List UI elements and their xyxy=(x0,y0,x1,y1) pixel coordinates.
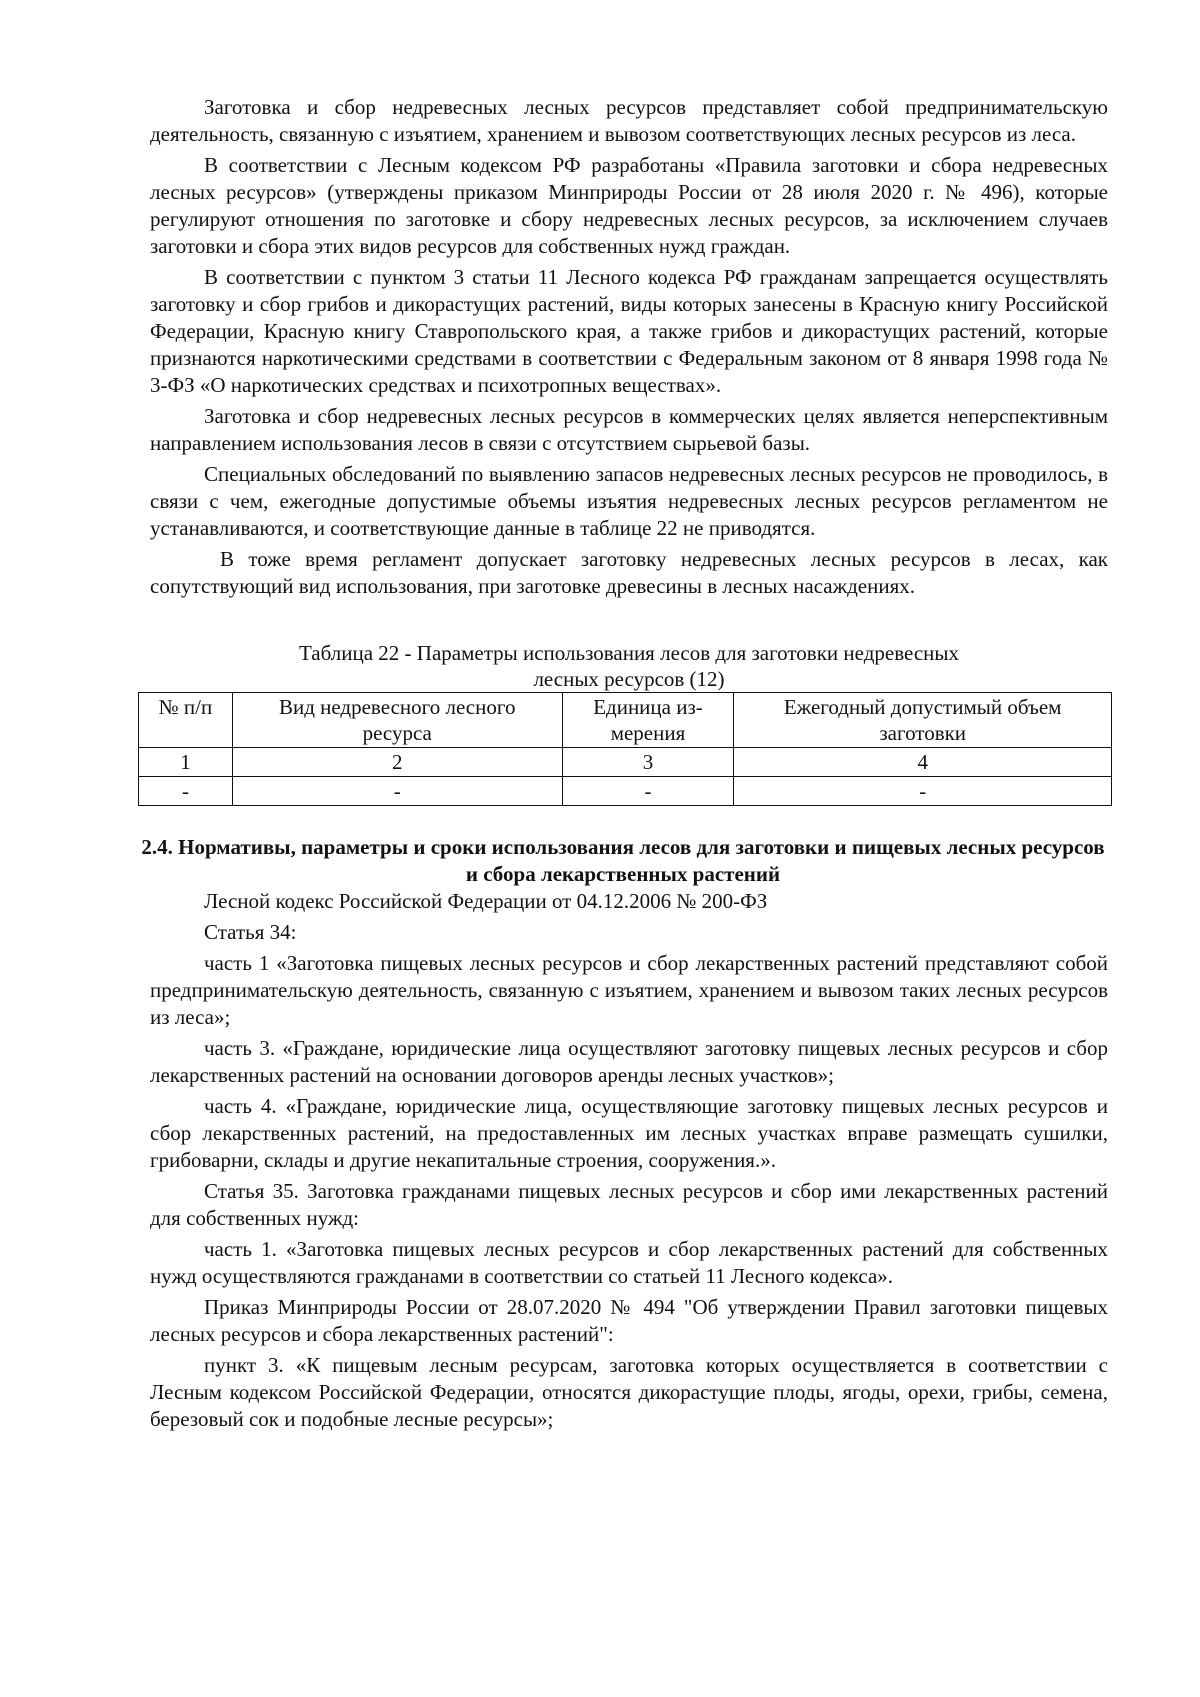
paragraph: Специальных обследований по выявлению запасов недревесных лесных ресурсов не проводилось, в связи с чем, ежегодные допустимые объемы изъятия недревесных лесных ресурсов регламентом не устанавливаются, и соответствующие данные в таблице 22 не приводятся. xyxy=(150,462,1108,540)
paragraph: часть 1 «Заготовка пищевых лесных ресурсов и сбор лекарственных растений представляют собой предпринимательскую деятельность, связанную с изъятием, хранением и вывозом таких лесных ресурсов из леса»; xyxy=(150,951,1108,1029)
section-heading xyxy=(138,834,1108,888)
table-cell: - xyxy=(562,777,734,806)
table-header-cell xyxy=(232,693,562,748)
header-text: Единица из- xyxy=(593,695,703,719)
paragraph: В соответствии с Лесным кодексом РФ разработаны «Правила заготовки и сбора недревесных лесных ресурсов» (утверждены приказом Минприроды России от 28 июля 2020 г. № 496), которые регулируют отношения по заготовке и сбору недревесных лесных ресурсов, за исключением случаев заготовки и сбора этих видов ресурсов для собственных нужд граждан. xyxy=(150,153,1108,258)
section-title: . Нормативы, параметры и сроки использования лесов для заготовки и пищевых лесных ресурсов и сбора лекарственных растений xyxy=(167,835,1105,886)
table-cell: - xyxy=(139,777,233,806)
data-table xyxy=(138,692,1112,806)
paragraph: пункт 3. «К пищевым лесным ресурсам, заготовка которых осуществляется в соответствии с Лесным кодексом Российской Федерации, относятся дикорастущие плоды, ягоды, орехи, грибы, семена, березовый сок и подобные лесные ресурсы»; xyxy=(150,1353,1108,1431)
paragraph: часть 4. «Граждане, юридические лица, осуществляющие заготовку пищевых лесных ресурсов и сбор лекарственных растений, на предоставленных им лесных участках вправе размещать сушилки, грибоварни, склады и другие некапитальные строения, сооружения.». xyxy=(150,1094,1108,1172)
table-cell: 3 xyxy=(562,748,734,777)
paragraph: Заготовка и сбор недревесных лесных ресурсов в коммерческих целях является неперспективным направлением использования лесов в связи с отсутствием сырьевой базы. xyxy=(150,404,1108,455)
table-caption xyxy=(150,640,1108,692)
paragraph: В тоже время регламент допускает заготовку недревесных лесных ресурсов в лесах, как сопутствующий вид использования, при заготовке древесины в лесных насаждениях. xyxy=(150,547,1108,598)
paragraph: часть 3. «Граждане, юридические лица осуществляют заготовку пищевых лесных ресурсов и сбор лекарственных растений на основании договоров аренды лесных участков»; xyxy=(150,1036,1108,1087)
header-text: Ежегодный допустимый объем xyxy=(783,695,1062,719)
header-text: заготовки xyxy=(879,721,967,745)
table-row xyxy=(139,777,1112,806)
header-text: мерения xyxy=(610,721,686,745)
header-text: ресурса xyxy=(362,721,432,745)
table-cell: 2 xyxy=(232,748,562,777)
table-caption-line: лесных ресурсов (12) xyxy=(533,667,725,691)
table-cell: - xyxy=(232,777,562,806)
section-number: 2.4 xyxy=(141,835,168,859)
paragraph: Заготовка и сбор недревесных лесных ресурсов представляет собой предпринимательскую деятельность, связанную с изъятием, хранением и вывозом соответствующих лесных ресурсов из леса. xyxy=(150,95,1108,146)
header-text: № п/п xyxy=(158,695,213,719)
table-header-cell xyxy=(562,693,734,748)
paragraph: В соответствии с пунктом 3 статьи 11 Лесного кодекса РФ гражданам запрещается осуществлять заготовку и сбор грибов и дикорастущих растений, виды которых занесены в Красную книгу Российской Федерации, Красную книгу Ставропольского края, а также грибов и дикорастущих растений, которые признаются наркотическими средствами в соответствии с Федеральным законом от 8 января 1998 года № 3-ФЗ «О наркотических средствах и психотропных веществах». xyxy=(150,265,1108,397)
table-row xyxy=(139,748,1112,777)
paragraph: Лесной кодекс Российской Федерации от 04.12.2006 № 200-ФЗ xyxy=(204,889,768,913)
table-cell: - xyxy=(734,777,1112,806)
paragraph: часть 1. «Заготовка пищевых лесных ресурсов и сбор лекарственных растений для собственных нужд осуществляются гражданами в соответствии со статьей 11 Лесного кодекса». xyxy=(150,1237,1108,1288)
table-header-cell xyxy=(734,693,1112,748)
table-cell: 1 xyxy=(139,748,233,777)
table-header-cell xyxy=(139,693,233,748)
paragraph: Статья 34: xyxy=(204,920,297,944)
table-cell: 4 xyxy=(734,748,1112,777)
paragraph: Приказ Минприроды России от 28.07.2020 № 494 "Об утверждении Правил заготовки пищевых лесных ресурсов и сбора лекарственных растений": xyxy=(150,1295,1108,1346)
table-caption-line: Таблица 22 - Параметры использования лесов для заготовки недревесных xyxy=(298,641,960,665)
paragraph: Статья 35. Заготовка гражданами пищевых лесных ресурсов и сбор ими лекарственных растений для собственных нужд: xyxy=(150,1179,1108,1230)
table-header-row xyxy=(139,693,1112,748)
header-text: Вид недревесного лесного xyxy=(278,695,516,719)
